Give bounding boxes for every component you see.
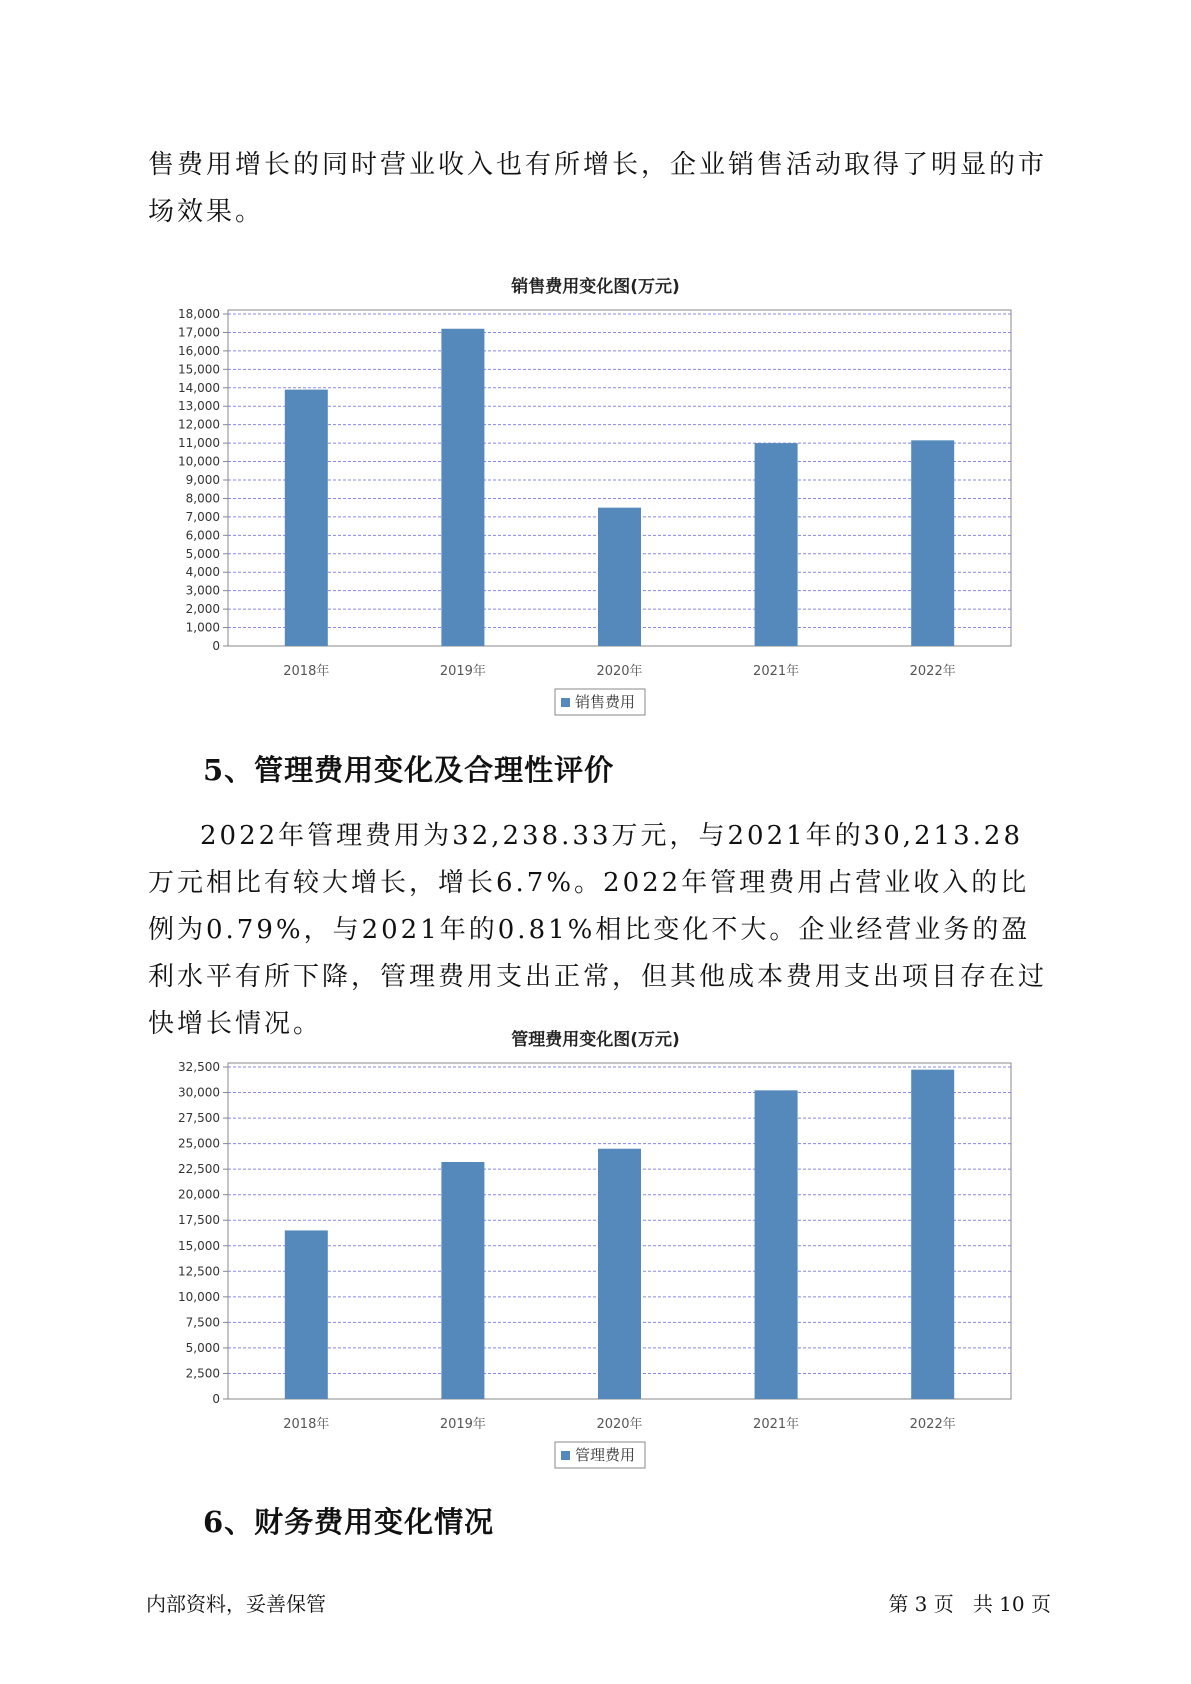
x-tick-label: 2020年 bbox=[596, 664, 643, 679]
y-tick-label: 17,000 bbox=[178, 325, 220, 340]
y-tick-label: 12,500 bbox=[178, 1264, 220, 1279]
x-tick-label: 2021年 bbox=[753, 664, 800, 679]
y-tick-label: 17,500 bbox=[178, 1213, 220, 1228]
y-tick-label: 6,000 bbox=[185, 528, 220, 543]
section-5-body: 2022年管理费用为32,238.33万元，与2021年的30,213.28万元相比有较大增长，增长6.7%。2022年管理费用占营业收入的比例为0.79%，与2021年的0.81%相比变化不大。企业经营业务的盈利水平有所下降，管理费用支出正常，但其他成本费用支出项目存在过快增长情况。 bbox=[148, 821, 1048, 1039]
y-tick-label: 0 bbox=[212, 1392, 220, 1406]
bar-2020年 bbox=[598, 508, 641, 646]
y-tick-label: 10,000 bbox=[178, 454, 220, 469]
y-tick-label: 4,000 bbox=[185, 565, 220, 580]
x-tick-label: 2018年 bbox=[283, 1417, 330, 1432]
x-tick-label: 2020年 bbox=[596, 1417, 643, 1432]
x-tick-label: 2019年 bbox=[439, 1417, 486, 1432]
y-tick-label: 5,000 bbox=[185, 1340, 220, 1355]
y-tick-label: 0 bbox=[212, 639, 220, 653]
y-tick-label: 1,000 bbox=[185, 620, 220, 635]
y-tick-label: 7,000 bbox=[185, 509, 220, 524]
y-tick-label: 16,000 bbox=[178, 343, 220, 358]
y-tick-label: 3,000 bbox=[185, 583, 220, 598]
y-tick-label: 2,500 bbox=[185, 1366, 220, 1381]
x-tick-label: 2018年 bbox=[283, 664, 330, 679]
bar-2019年 bbox=[441, 329, 484, 646]
y-tick-label: 12,000 bbox=[178, 417, 220, 432]
y-tick-label: 10,000 bbox=[178, 1289, 220, 1304]
admin-expense-chart bbox=[0, 1053, 1191, 1473]
y-tick-label: 14,000 bbox=[178, 380, 220, 395]
x-tick-label: 2021年 bbox=[753, 1417, 800, 1432]
section-6-heading: 6、财务费用变化情况 bbox=[203, 1505, 495, 1539]
bar-2021年 bbox=[755, 1090, 798, 1399]
y-tick-label: 8,000 bbox=[185, 491, 220, 506]
legend-label: 管理费用 bbox=[575, 1446, 636, 1464]
y-tick-label: 22,500 bbox=[178, 1162, 220, 1177]
bar-2020年 bbox=[598, 1149, 641, 1399]
admin-expense-chart-title: 管理费用变化图(万元) bbox=[511, 1030, 680, 1050]
bar-2022年 bbox=[911, 1070, 954, 1399]
bar-2022年 bbox=[911, 440, 954, 646]
y-tick-label: 2,000 bbox=[185, 602, 220, 617]
legend-swatch bbox=[561, 698, 570, 707]
footer-confidential: 内部资料，妥善保管 bbox=[146, 1592, 326, 1616]
intro-paragraph: 售费用增长的同时营业收入也有所增长，企业销售活动取得了明显的市场效果。 bbox=[148, 150, 1048, 227]
legend-swatch bbox=[561, 1451, 570, 1460]
y-tick-label: 5,000 bbox=[185, 546, 220, 561]
x-tick-label: 2022年 bbox=[909, 664, 956, 679]
footer-page-number: 第 3 页 共 10 页 bbox=[888, 1592, 1051, 1616]
x-tick-label: 2022年 bbox=[909, 1417, 956, 1432]
y-tick-label: 15,000 bbox=[178, 362, 220, 377]
x-tick-label: 2019年 bbox=[439, 664, 486, 679]
y-tick-label: 27,500 bbox=[178, 1111, 220, 1126]
bar-2019年 bbox=[441, 1162, 484, 1399]
y-tick-label: 18,000 bbox=[178, 307, 220, 321]
sales-expense-chart-title: 销售费用变化图(万元) bbox=[511, 277, 680, 297]
y-tick-label: 32,500 bbox=[178, 1060, 220, 1074]
y-tick-label: 9,000 bbox=[185, 473, 220, 487]
bar-2018年 bbox=[285, 1230, 328, 1399]
y-tick-label: 15,000 bbox=[178, 1238, 220, 1253]
y-tick-label: 7,500 bbox=[185, 1315, 220, 1330]
y-tick-label: 25,000 bbox=[178, 1136, 220, 1151]
y-tick-label: 11,000 bbox=[178, 436, 220, 451]
y-tick-label: 30,000 bbox=[178, 1085, 220, 1100]
bar-2021年 bbox=[755, 443, 798, 646]
y-tick-label: 20,000 bbox=[178, 1187, 220, 1202]
section-5-heading: 5、管理费用变化及合理性评价 bbox=[203, 753, 615, 787]
y-tick-label: 13,000 bbox=[178, 399, 220, 414]
bar-2018年 bbox=[285, 390, 328, 646]
sales-expense-chart bbox=[0, 300, 1191, 720]
legend-label: 销售费用 bbox=[575, 693, 636, 711]
